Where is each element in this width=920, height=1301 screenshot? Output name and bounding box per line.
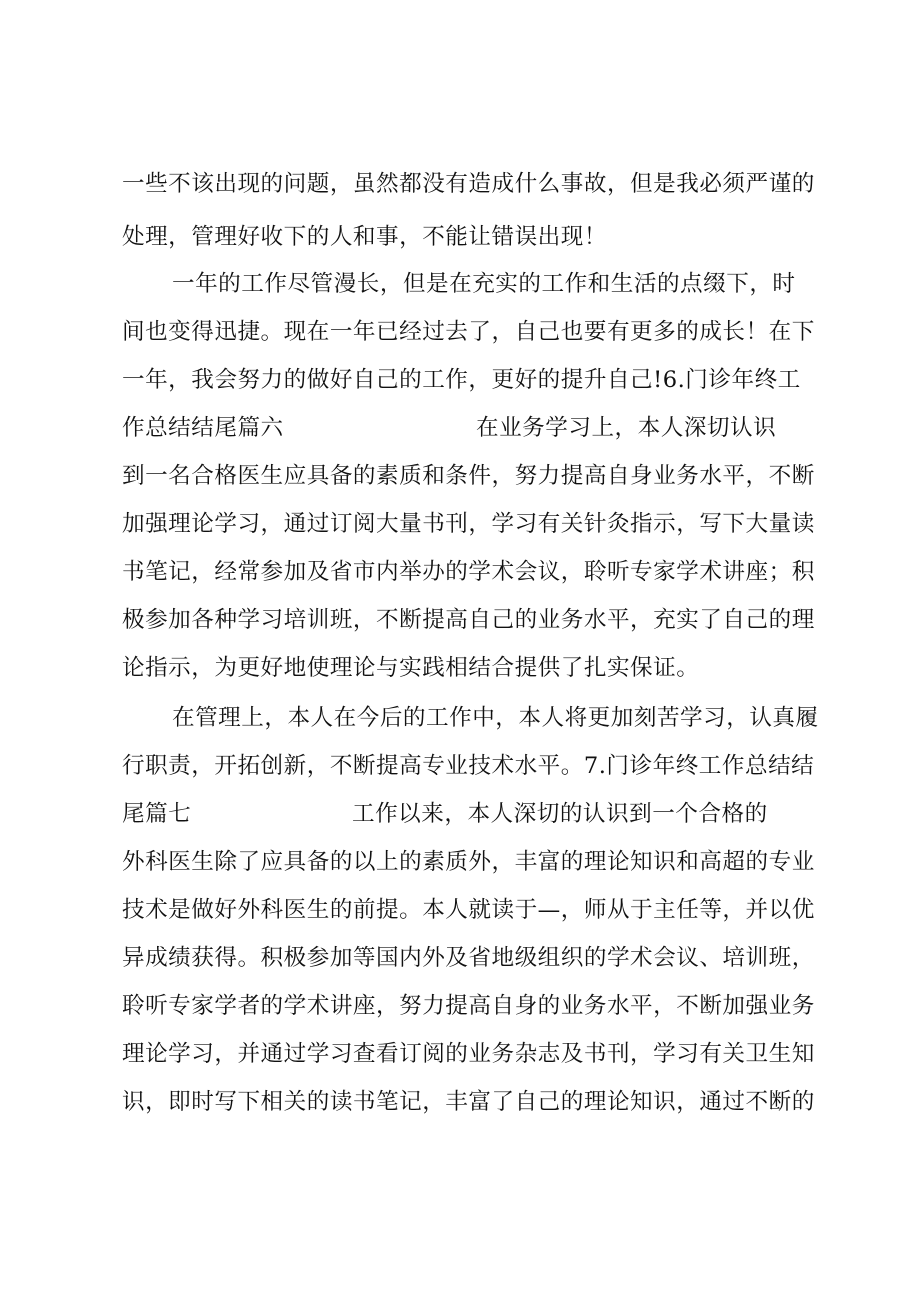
text-line: 处理，管理好收下的人和事，不能让错误出现！ [122, 224, 607, 250]
text-line: 间也变得迅捷。现在一年已经过去了，自己也要有更多的成长！在下 [122, 319, 815, 345]
text-line: 一年，我会努力的做好自己的工作，更好的提升自己!6.门诊年终工 [122, 367, 801, 393]
text-line: 到一名合格医生应具备的素质和条件，努力提高自身业务水平，不断 [122, 463, 815, 489]
text-line: 一些不该出现的问题，虽然都没有造成什么事故，但是我必须严谨的 [122, 171, 815, 197]
text-line: 一年的工作尽管漫长，但是在充实的工作和生活的点缀下，时 [172, 271, 796, 297]
text-fragment: 在业务学习上，本人深切认识 [476, 415, 777, 441]
text-line: 加强理论学习，通过订阅大量书刊，学习有关针灸指示，写下大量读 [122, 511, 815, 537]
text-line: 异成绩获得。积极参加等国内外及省地级组织的学术会议、培训班， [122, 945, 815, 971]
text-line: 技术是做好外科医生的前提。本人就读于—，师从于主任等，并以优 [122, 897, 815, 923]
text-line: 聆听专家学者的学术讲座，努力提高自身的业务水平，不断加强业务 [122, 993, 815, 1019]
text-line: 外科医生除了应具备的以上的素质外，丰富的理论知识和高超的专业 [122, 849, 815, 875]
text-line: 理论学习，并通过学习查看订阅的业务杂志及书刊，学习有关卫生知 [122, 1041, 815, 1067]
text-line-split [122, 412, 822, 444]
text-line: 识，即时写下相关的读书笔记，丰富了自己的理论知识，通过不断的 [122, 1089, 815, 1115]
section-heading-fragment: 尾篇七 [122, 801, 192, 827]
text-line-split [122, 798, 822, 830]
section-heading-fragment: 作总结结尾篇六 [122, 415, 284, 441]
text-fragment: 工作以来，本人深切的认识到一个合格的 [352, 801, 768, 827]
text-line: 论指示，为更好地使理论与实践相结合提供了扎实保证。 [122, 655, 700, 681]
text-line: 极参加各种学习培训班，不断提高自己的业务水平，充实了自己的理 [122, 607, 815, 633]
text-line: 行职责，开拓创新，不断提高专业技术水平。7.门诊年终工作总结结 [122, 753, 815, 779]
text-line: 在管理上，本人在今后的工作中，本人将更加刻苦学习，认真履 [172, 705, 819, 731]
text-line: 书笔记，经常参加及省市内举办的学术会议，聆听专家学术讲座；积 [122, 559, 815, 585]
